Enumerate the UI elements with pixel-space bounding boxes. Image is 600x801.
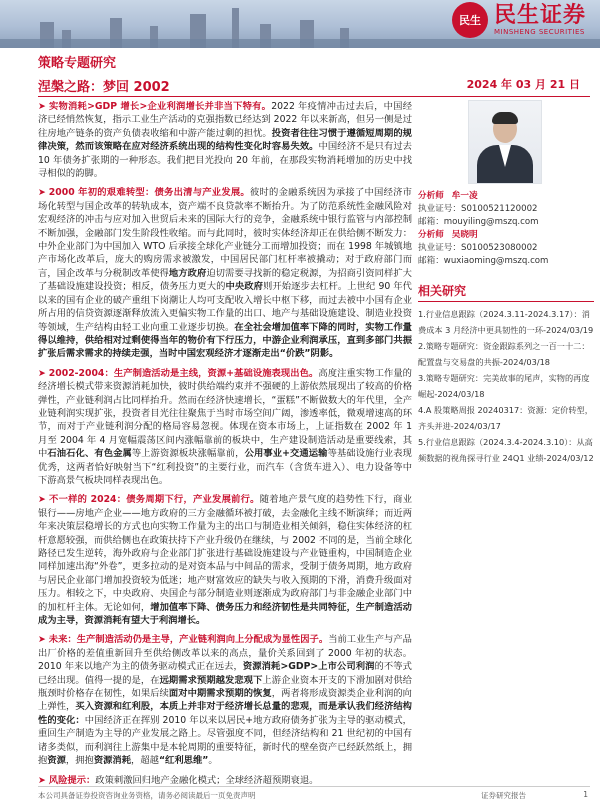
analyst-name: 吴晓明 [451,230,478,240]
related-item[interactable]: 5.行业信息跟踪（2024.3.4-2024.3.10）：从高频数据的视角探寻行业 24Q1 业绩-2024/03/12 [418,437,594,463]
brand-name-en: MINSHENG SECURITIES [493,28,585,36]
related-item[interactable]: 1.行业信息跟踪（2024.3.11-2024.3.17）：消费成本 3 月经济中更具韧性的一环-2024/03/19 [418,309,594,335]
analyst-name: 牟一凌 [451,191,478,201]
related-item[interactable]: 4.A 股策略周报 20240317：资源：定价转型，齐头并进-2024/03/17 [418,405,593,431]
report-title: 涅槃之路：梦回 2002 [38,80,170,95]
related-research-title: 相关研究 [418,282,594,302]
page-footer [38,786,590,800]
sidebar [418,100,594,466]
related-item[interactable]: 3.策略专题研究：完美故事的尾声，实物的再度崛起-2024/03/18 [418,373,590,399]
paragraph-4: ➤ 不一样的 2024：债务周期下行，产业发展前行。随着地产景气度的趋势性下行，商业银行——房地产企业——地方政府的三方金融循环被打破，去金融化主线不断演绎；而近两年来决策层稳增长的方式也向实物工作量为主的出口与制造业相关倾斜，稳住实体经济的杠杆意愿较强，而供给侧也在政策扶持下产业升级仍在继续，与 2002 不同的是，当前全球化路径已发生逆转，海外政府与企业部门扩张进行基础设施建设与产业链重构，中国制造企业同样加速出海“外卷”，更多拉动的是对资本品与中间品的需求，受制于债务周期，地方政府与居民企业部门增加投资较为低迷；地产财富效应的缺失与收入预期的下滑，消费升级面对压力。相较之下，中央政府、央国企与部分制造业则逐渐成为政府部门与非金融企业部门中的加杠杆主体。无论如何，增加值率下降、债务压力和经济韧性是共同特征，生产制造活动成为主导，资源消耗有望大于利润增长。 [38,494,412,627]
report-series: 策略专题研究 [38,56,117,71]
analyst-card-2: 分析师 吴晓明 执业证号：S0100523080002 邮箱：wuxiaoming@mszq.com [418,230,549,266]
analyst-photo [468,100,542,184]
paragraph-1: ➤ 实物消耗>GDP 增长>企业利润增长并非当下特有。2022 年疫情冲击过去后，中国经济已经悄然恢复，指示工业生产活动的克强指数已经达到 2022 年以来新高，但另一侧是过往房地产链条的资产负债表收缩和中游产能过剩的担忧。投资者往往习惯于遵循短周期的规律决策，然而该策略在应对经济系统出现的结构性变化时容易失效。中国经济不是只有过去 10 年债务扩张期的一种形态。我们把目光投向 20 年前，在那段实物消耗增加的历史中找寻相似的韵脚。 [38,101,412,180]
footer-disclaimer: 本公司具备证券投资咨询业务资格，请务必阅读最后一页免责声明 [38,791,256,800]
analyst-email[interactable]: wuxiaoming@mszq.com [443,256,549,266]
logo-mark-icon: 民生 [452,2,488,38]
paragraph-2: ➤ 2000 年初的艰难转型：债务出清与产业发展。彼时的金融系统因为承接了中国经济市场化转型与国企改革的转轨成本，资产端不良贷款率不断抬升。为了防范系统性金融风险对宏观经济的冲击与应对加入世贸后未来的国际大行的竞争，金融系统中银行监管与内部控制不断加强，金融部门发生阶段性收缩。而与此同时，彼时实体经济却正在供给侧不断发力：中外企业部门为中国加入 WTO 后承接全球化产业链分工而增加投资；而在 1998 年城镇地产市场化改革后，庞大的购房需求被激发，中国居民部门杠杆率被撬动；对于政府部门而言，国企改革与分税制改革使得地方政府迫切需要寻找新的稳定税源，为招商引资同样扩大了基础设施建设投资；相反，债务压力更大的中央政府则开始逐步去杠杆。上世纪 90 年代以来的国有企业的破产重组下岗潮让人均可支配收入增长中枢下移，而过去被中小国有企业所占用的信贷资源逐渐释放流入更偏实物工作量的出口、地产与基础设施建设、制造业投资等领域，生产结构由轻工业向重工业逐步切换。在全社会增加值率下降的同时，实物工作量得以维持，供给相对过剩使得当年的物价有下行压力，中游企业利润承压，直到多部门共振扩张后需求需求的持续走强，当时中国宏观经济才逐渐走出“价跌”阴影。 [38,187,412,360]
related-item[interactable]: 2.策略专题研究：资金跟踪系列之一百一十二：配置盘与交易盘的共振-2024/03/18 [418,341,590,367]
paragraph-3: ➤ 2002-2004：生产制造活动是主线，资源+基础设施表现出色。高度注重实物工作量的经济增长模式带来资源消耗加快，彼时供给端约束并不强硬的上游依然展现出了较高的价格弹性，产业链利润占比同样抬升。然而在经济快速增长，“蛋糕”不断做数大的年代里，全产业链利润实现扩张，投资者目光往往聚焦于当时市场空间广阔，渗透率低，微观增速高的环节，而对于产业链利润分配的格局容易忽视。体现在资本市场上，上证指数在 2002 年 1 月至 2004 年 4 月宽幅震荡区间内涨幅靠前的板块中，生产建设制造活动是重要线索，其中石油石化、有色金属等上游资源板块涨幅靠前，公用事业+交通运输等基础设施行业表现优秀，这两者恰好映射当下“红利投资”的主要行业，而汽车（含货车进入）、电力设备等中下游高景气板块同样表现出色。 [38,367,412,486]
analyst-card-1: 分析师 牟一凌 执业证号：S0100521120002 邮箱：mouyiling@mszq.com [418,191,539,227]
report-date: 2024 年 03 月 21 日 [466,78,580,91]
footer-doc-type: 证券研究报告 [481,791,526,800]
paragraph-5: ➤ 未来：生产制造活动仍是主导，产业链利润向上分配成为显性因子。当前工业生产与产品出厂价格的差值重新回升至供给侧改革以来的高点，量价关系回到了 2000 年初的状态。2010 年来以地产为主的债务驱动模式正在远去，资源消耗>GDP>上市公司利润的不等式已经出现。值得一提的是，在远期需求预期越发悲观下上游企业资本开支的下滑加剧对供给瓶颈时价格存在韧性，如果后续面对中期需求预期的恢复，两者将形成资源类企业利润的向上弹性，买入资源和红利股，本质上并非对于经济增长总量的悲观，而是承认我们经济结构性的变化：中国经济正在挥别 2010 年以来以居民+地方政府债务扩张为主导的驱动模式，重回生产制造为主导的产业发展之路上。尽管强度不同，但经济结构和 21 世纪初的中国有诸多类似，而利润往上游集中是本轮周期的重要特征，新时代的壁垒资产已经跃然纸上，拥抱资源，拥抱资源消耗，超越“红利思维”。 [38,634,412,767]
risk-warning: ➤ 风险提示：政策刺激回归地产金融化模式；全球经济超预期衰退。 [38,774,319,786]
related-research-list [418,306,594,466]
analyst-email[interactable]: mouyiling@mszq.com [443,217,539,227]
title-row [38,76,590,97]
page-number: 1 [583,790,588,799]
brand-logo [452,2,586,38]
brand-name-cn: 民生证券 [493,3,586,28]
main-summary [38,100,412,793]
